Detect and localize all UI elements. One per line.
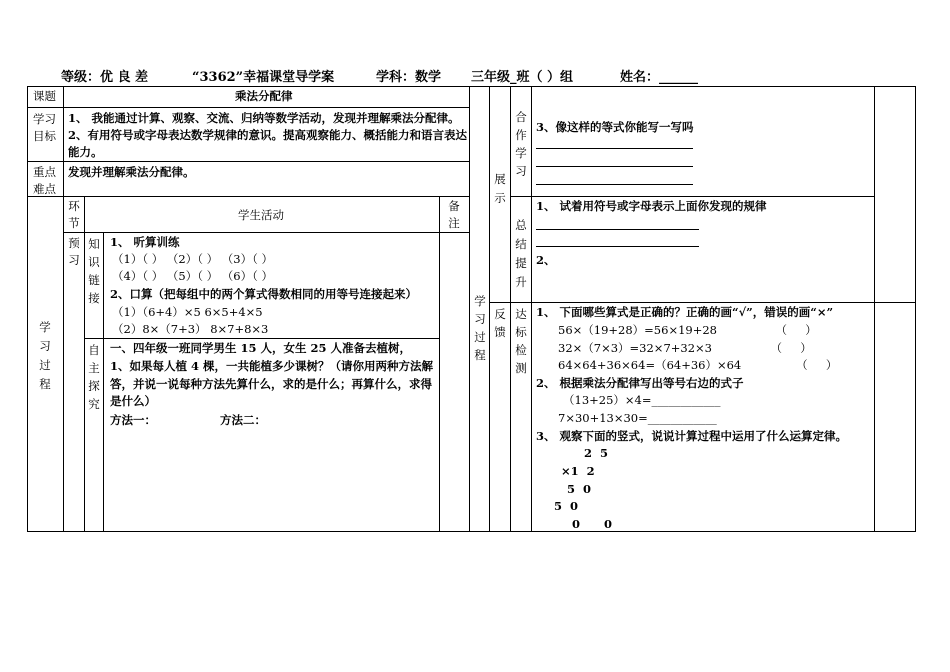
right-notes-divider	[874, 86, 875, 532]
subsection-col-divider	[103, 232, 104, 532]
coop-answer-line-1[interactable]	[536, 148, 693, 149]
self-study-methods: 方法一： 方法二：	[110, 413, 267, 427]
key-label-2: 难点	[33, 182, 56, 196]
feedback-expr-1: （13+25）×4=____________	[563, 393, 721, 407]
coop-answer-line-3[interactable]	[536, 184, 693, 185]
knowledge-item-4: 2、口算（把每组中的两个算式得数相同的用等号连接起来）	[110, 287, 417, 301]
knowledge-item-3: （4）（ ） （5）（ ） （6）（ ）	[112, 269, 273, 283]
table-bottom-border	[27, 531, 916, 532]
middle-divider-a	[469, 86, 470, 532]
process-label-right: 学习过程	[474, 294, 486, 362]
topic-value: 乘法分配律	[235, 89, 293, 103]
notes-col-divider	[439, 196, 440, 532]
feedback-eq-1: 56×（19+28）=56×19+28 （ ）	[558, 323, 817, 337]
self-study-line-3: 答，并说一说每种方法先算什么，求的是什么；再算什么，求得	[110, 377, 432, 391]
right-label-divider	[510, 86, 511, 532]
section-header: 环节	[68, 199, 80, 230]
goal-2b: 能力。	[68, 145, 103, 159]
feedback-item-2: 2、 根据乘法分配律写出等号右边的式子	[536, 376, 744, 390]
coop-question: 3、像这样的等式你能写一写吗	[536, 120, 694, 134]
show-label: 展示	[494, 172, 506, 205]
key-points: 发现并理解乘法分配律。	[68, 165, 195, 179]
name-field: 姓名：______	[620, 70, 699, 85]
preview-label: 预习	[68, 236, 80, 267]
topic-label: 课题	[33, 89, 56, 103]
feedback-label: 反馈	[494, 307, 506, 339]
check-label: 达标检测	[515, 307, 527, 375]
goal-1: 1、 我能通过计算、观察、交流、归纳等数学活动，发现并理解乘法分配律。	[68, 111, 460, 125]
activity-header: 学生活动	[238, 208, 284, 222]
summary-answer-line-1[interactable]	[536, 229, 699, 230]
self-study-label: 自主探究	[88, 343, 100, 411]
summary-answer-line-2[interactable]	[536, 246, 699, 247]
vertical-calc-row-2: ×1 2	[561, 464, 595, 478]
self-study-line-2: 1、如果每人植 4 棵，一共能植多少课树？（请你用两种方法解	[110, 359, 434, 373]
coop-answer-line-2[interactable]	[536, 166, 693, 167]
feedback-eq-2: 32×（7×3）=32×7+32×3 （ ）	[558, 341, 812, 355]
feedback-expr-2: 7×30+13×30=____________	[558, 411, 717, 425]
notes-header: 备注	[448, 199, 460, 230]
vertical-calc-row-3: 5 0	[567, 482, 592, 496]
process-label-left: 学习过程	[39, 320, 51, 391]
goal-2a: 2、有用符号或字母表达数学规律的意识。提高观察能力、概括能力和语言表达	[68, 128, 467, 142]
summary-label: 总结提升	[515, 218, 527, 289]
left-label-divider	[63, 86, 64, 532]
page-title: “3362”幸福课堂导学案	[192, 70, 335, 85]
feedback-item-1: 1、 下面哪些算式是正确的？正确的画“√”，错误的画“×”	[536, 305, 834, 319]
row-divider-topic	[27, 107, 469, 108]
feedback-item-3: 3、 观察下面的竖式，说说计算过程中运用了什么运算定律。	[536, 429, 848, 443]
subject-label: 学科：数学	[376, 70, 442, 85]
table-top-border	[27, 86, 916, 87]
knowledge-label: 知识链接	[88, 237, 100, 305]
knowledge-item-6: （2）8×（7+3） 8×7+8×3	[112, 322, 269, 336]
row-divider-goals	[27, 161, 469, 162]
feedback-eq-3: 64×64+36×64=（64+36）×64 （ ）	[558, 358, 838, 372]
goals-label-1: 学习	[33, 112, 56, 126]
middle-divider-b	[489, 86, 490, 532]
vertical-calc-row-4: 5 0	[554, 499, 579, 513]
self-study-line-1: 一、四年级一班同学男生 15 人，女生 25 人准备去植树，	[110, 341, 412, 355]
knowledge-item-2: （1）（ ） （2）（ ） （3）（ ）	[112, 252, 273, 266]
vertical-calc-row-5: 0 0	[572, 517, 613, 531]
table-left-border	[27, 86, 28, 532]
summary-item-1: 1、 试着用符号或字母表示上面你发现的规律	[536, 199, 767, 213]
section-col-divider	[84, 196, 85, 532]
key-label-1: 重点	[33, 165, 56, 179]
summary-item-2: 2、	[536, 253, 556, 267]
goals-label-2: 目标	[33, 129, 56, 143]
grade-label: 等级：优 良 差	[61, 70, 149, 85]
row-divider-key	[27, 196, 469, 197]
vertical-calc-row-1: 2 5	[584, 446, 609, 460]
knowledge-item-5: （1）（6+4）×5 6×5+4×5	[112, 305, 263, 319]
table-right-border	[915, 86, 916, 532]
coop-label: 合作学习	[515, 110, 527, 178]
knowledge-item-1: 1、 听算训练	[110, 235, 180, 249]
right-sub-divider	[531, 86, 532, 532]
self-study-line-4: 是什么）	[110, 394, 156, 408]
class-label: 三年级_班（ ）组	[471, 70, 574, 85]
